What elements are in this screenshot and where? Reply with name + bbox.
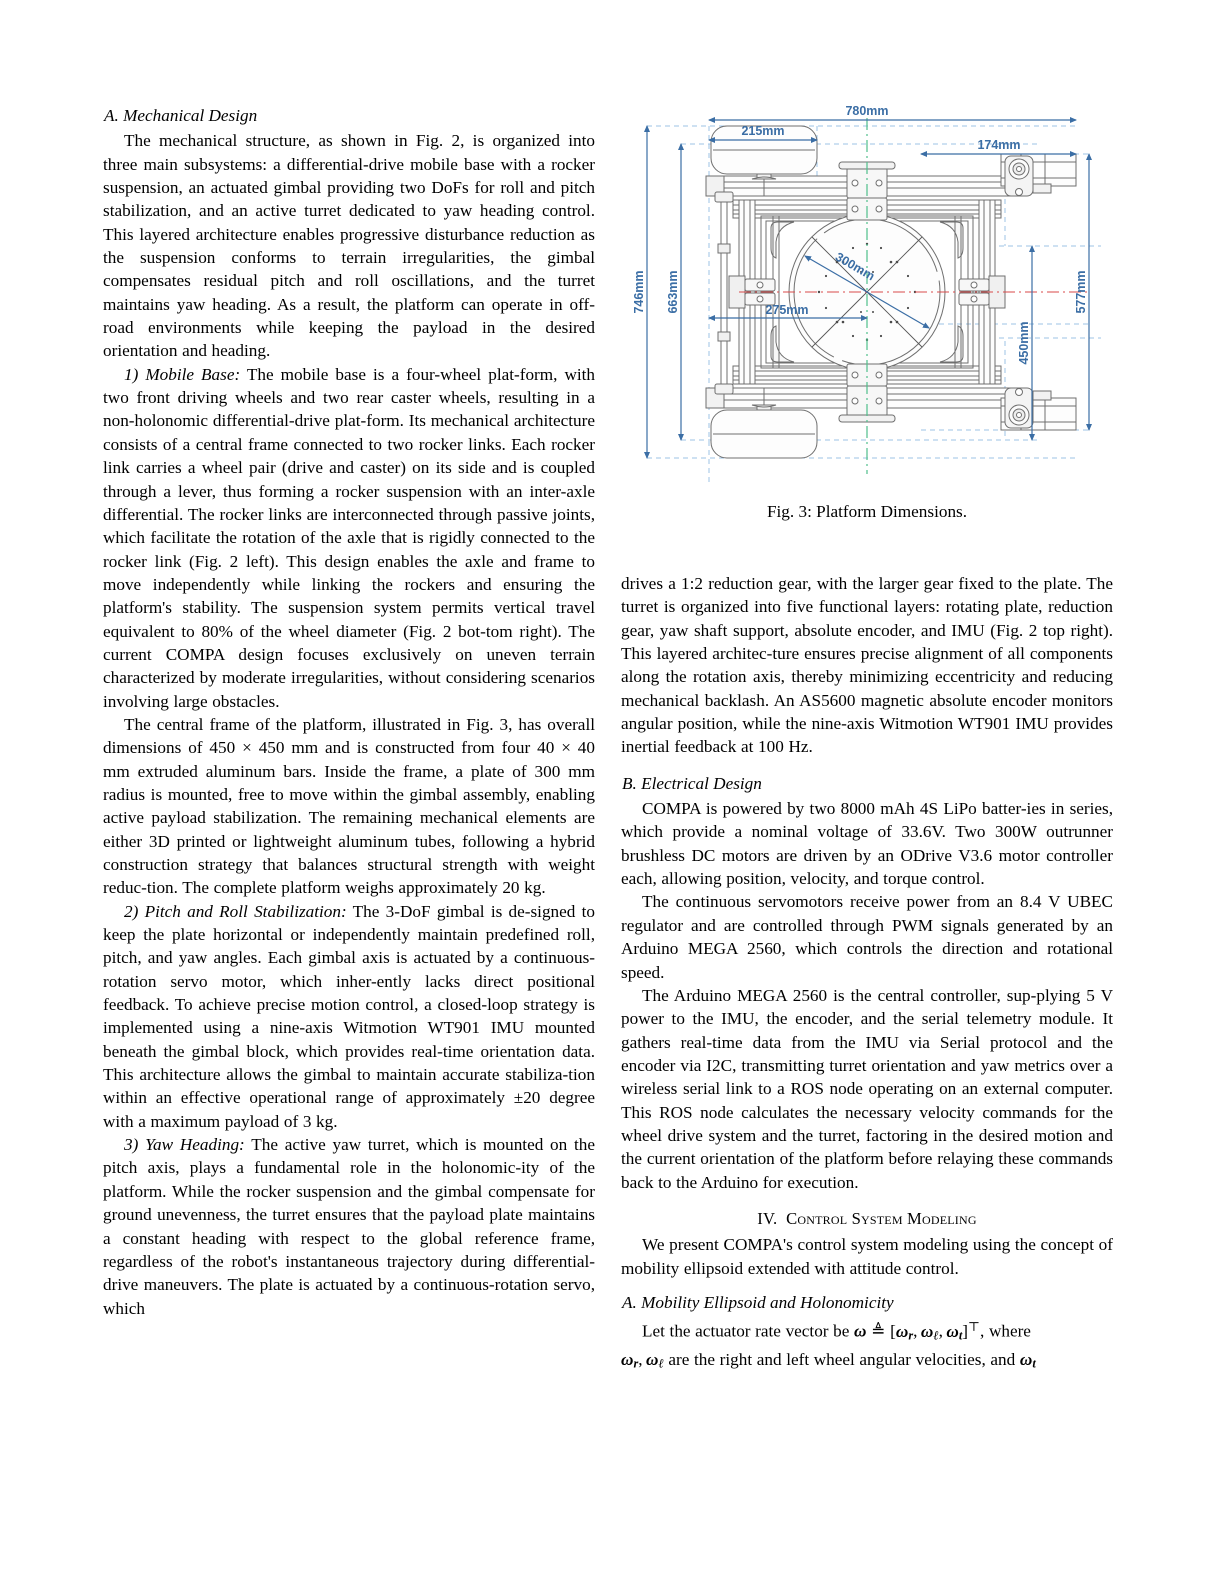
platform-dimensions-cad-drawing xyxy=(621,96,1113,488)
dimension-label-overall-height: 746mm xyxy=(632,270,646,314)
bracket-close: ] xyxy=(962,1321,969,1341)
dimension-label-caster-width: 174mm xyxy=(977,138,1021,152)
actuator-sentence-tail: are the right and left wheel angular velocities, and xyxy=(663,1349,1020,1369)
dimension-label-plate-offset: 275mm xyxy=(765,303,809,317)
triangleq-symbol: ≜ xyxy=(871,1321,886,1341)
paragraph-mechanical-intro: The mechanical structure, as shown in Fig. 2, is organized into three main subsystems: a differential-drive mobile base with a rocker suspension, an actuated gimbal providing two DoFs for roll and pitch stabilization, and an active turret dedicated to yaw heading control. This layered architecture enables progressive disturbance reduction as the suspension conforms to terrain irregularities, the gimbal compensates residual pitch and roll oscillations, and the turret maintains yaw heading. As a result, the platform can operate in off-road environments while keeping the payload in the desired orientation and heading. xyxy=(103,131,595,361)
paragraph-servomotors: The continuous servomotors receive power from an 8.4 V UBEC regulator and are controlled through PWM signals generated by an Arduino MEGA 2560, which controls the direction and rotational speed. xyxy=(621,892,1113,982)
section-iv-heading xyxy=(621,1207,1113,1230)
figure-3-drawing xyxy=(621,96,1113,488)
transpose-symbol: ⊤ xyxy=(968,1320,980,1335)
subsection-3-text: The active yaw turret, which is mounted on the pitch axis, plays a fundamental role in the holonomic-ity of the platform. While the rocker suspension and the gimbal compensate for ground unevenness, the turret ensures that the payload plate maintains a constant heading with respect to the global reference frame, regardless of the robot's instantaneous trajectory during differential-drive maneuvers. The plate is actuated by a continuous-rotation servo, which xyxy=(103,1135,595,1318)
actuator-sentence-pre: Let the actuator rate vector be xyxy=(642,1321,855,1341)
omega-symbol: ω xyxy=(854,1321,867,1341)
figure-3 xyxy=(621,96,1113,523)
omega-ell: ωℓ xyxy=(920,1321,939,1343)
subsection-2-text: The 3-DoF gimbal is de-signed to keep the plate horizontal or independently maintain predefined roll, pitch, and yaw angles. Each gimbal axis is actuated by a continuous-rotation servo motor, which inher-ently lacks direct positional feedback. To achieve precise motion control, a closed-loop strategy is implemented using a nine-axis Witmotion WT901 IMU mounted beneath the gimbal block, which provides real-time orientation data. This architecture allows the gimbal to maintain accurate stabiliza-tion within an effective operational range of approximately ±20 degree with a maximum payload of 3 kg. xyxy=(103,901,596,1131)
omega-r-2: ωr xyxy=(621,1349,639,1371)
dimension-label-overall-width: 780mm xyxy=(845,104,889,118)
bracket-open: [ xyxy=(890,1321,896,1341)
section-iv-title: Control System Modeling xyxy=(786,1208,977,1228)
paragraph-arduino-controller: The Arduino MEGA 2560 is the central controller, sup-plying 5 V power to the IMU, the encoder, and the serial telemetry module. It gathers real-time data from the IMU via Serial protocol and the encoder via I2C, transmitting turret orientation and yaw metrics over a wireless serial link to a ROS node operating on an external computer. This ROS node calculates the necessary velocity commands for the wheel drive system and the turret, factoring in the desired motion and the current orientation of the platform before relaying these commands back to the Arduino for execution. xyxy=(621,985,1113,1192)
subsection-3-label: 3) Yaw Heading: xyxy=(124,1135,245,1155)
right-column xyxy=(621,572,1113,1376)
dimension-label-wheel-width: 215mm xyxy=(741,124,785,138)
section-a-heading: A. Mechanical Design xyxy=(104,106,258,125)
paragraph-yaw-heading xyxy=(103,1133,595,1320)
omega-r: ωr xyxy=(895,1321,914,1343)
paragraph-central-frame: The central frame of the platform, illustrated in Fig. 3, has overall dimensions of 450 × 450 mm and is constructed from four 40 × 40 mm extruded aluminum bars. Inside the frame, a plate of 300 mm radius is mounted, free to move within the gimbal assembly, enabling active payload stabilization. The remaining mechanical elements are either 3D printed or lightweight aluminum tubes, following a hybrid construction strategy that balances structural strength with weight reduc-tion. The complete platform weighs approximately 20 kg. xyxy=(103,714,595,898)
dimension-label-outer-height: 577mm xyxy=(1074,270,1088,314)
dimension-label-frame-height: 450mm xyxy=(1017,321,1031,365)
dimension-label-plate-radius: 300mm xyxy=(832,249,878,284)
subsection-1-text: The mobile base is a four-wheel plat-form, with two front driving wheels and two rear caster wheels, resulting in a non-holonomic differential-drive plat-form. Its mechanical architecture consists of a central frame connected to two rocker links. Each rocker link carries a wheel pair (drive and caster) on its side and is coupled through a lever, thus forming a rocker suspension with an inter-axle differential. The rocker links are interconnected through passive joints, which facilitate the rotation of the axle that is rigidly connected to the rocker link (Fig. 2 left). This design enables the axle and frame to move independently while linking the rockers and ensuring the platform's stability. The suspension system permits vertical travel equivalent to 80% of the wheel diameter (Fig. 2 bot-tom right). The current COMPA design focuses exclusively on uneven terrain characterized by moderate irregularities, without considering scenarios involving large obstacles. xyxy=(103,364,596,711)
paragraph-power-system: COMPA is powered by two 8000 mAh 4S LiPo batter-ies in series, which provide a nominal voltage of 33.6V. Two 300W outrunner brushless DC motors are driven by an ODrive V3.6 motor controller each, allowing position, velocity, and torque control. xyxy=(621,799,1113,889)
actuator-sentence-post: , where xyxy=(980,1321,1031,1341)
paragraph-pitch-roll xyxy=(103,900,595,1133)
paragraph-turret-layers: drives a 1:2 reduction gear, with the larger gear fixed to the plate. The turret is organized into five functional layers: rotating plate, reduction gear, yaw shaft support, absolute encoder, and IMU (Fig. 2 top right). This layered architec-ture ensures precise alignment of all components along the rotation axis, thereby minimizing eccentricity and reducing mechanical backlash. An AS5600 magnetic absolute encoder monitors angular position, while the nine-axis Witmotion WT901 IMU provides inertial feedback at 100 Hz. xyxy=(621,574,1113,757)
paragraph-actuator-rate-vector: Let the actuator rate vector be ω ≜ [ωr, ωℓ, ωt]⊤, where ωr, ωℓ are the right and left wheel angular velocities, and ωt xyxy=(621,1320,1036,1371)
paragraph-mobile-base xyxy=(103,363,595,713)
dimension-label-inner-height: 663mm xyxy=(666,270,680,314)
subsection-1-label: 1) Mobile Base: xyxy=(124,364,241,384)
omega-t-2: ωt xyxy=(1019,1349,1036,1371)
omega-ell-2: ωℓ xyxy=(646,1349,664,1371)
subsection-2-label: 2) Pitch and Roll Stabilization: xyxy=(124,901,347,921)
section-b-heading: B. Electrical Design xyxy=(622,773,762,793)
figure-3-caption: Fig. 3: Platform Dimensions. xyxy=(766,502,968,521)
paragraph-control-intro: We present COMPA's control system modeling using the concept of mobility ellipsoid extended with attitude control. xyxy=(621,1235,1113,1278)
left-column xyxy=(103,104,595,1320)
section-iv-a-heading: A. Mobility Ellipsoid and Holonomicity xyxy=(622,1292,894,1312)
section-iv-numeral: IV. xyxy=(757,1208,778,1228)
omega-t: ωt xyxy=(946,1321,963,1343)
